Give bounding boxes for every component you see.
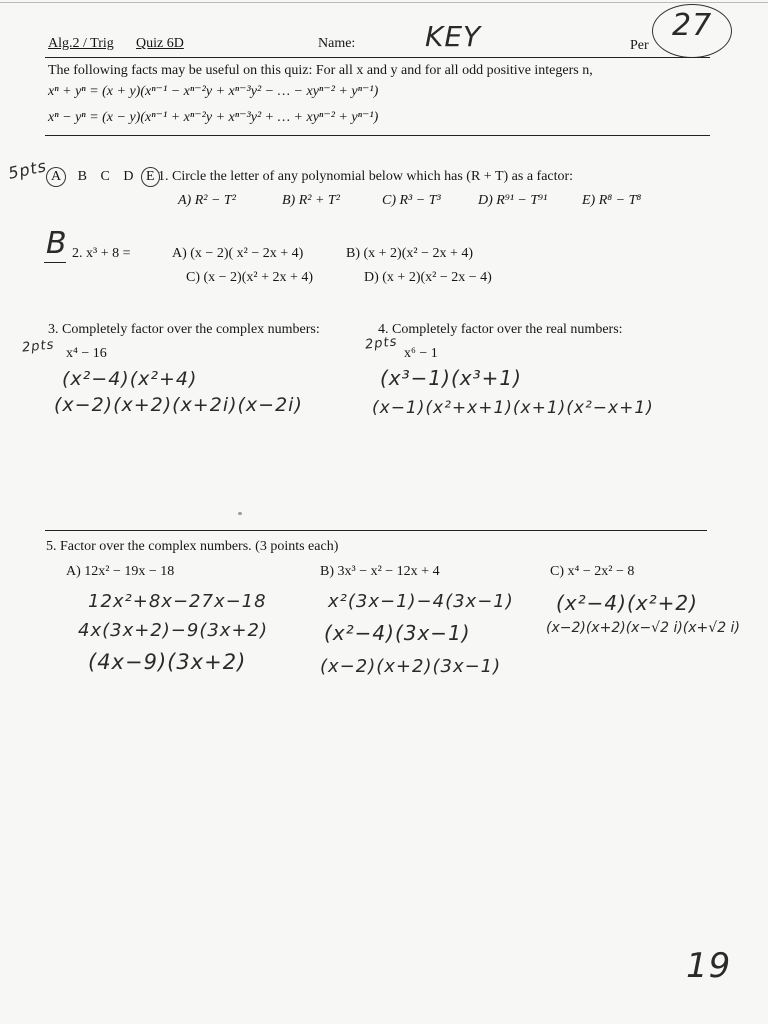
q3-question: 3. Completely factor over the complex numbers: <box>48 322 320 337</box>
q5-part-c-label: C) x⁴ − 2x² − 8 <box>550 564 635 579</box>
stray-mark <box>238 512 242 515</box>
footer-handwritten-number: 19 <box>686 946 732 986</box>
q3-work-line-2: (x−2)(x+2)(x+2i)(x−2i) <box>54 394 303 416</box>
q2-choice-d: D) (x + 2)(x² − 2x − 4) <box>364 270 492 285</box>
q2-answer-handwritten: B <box>46 226 68 261</box>
q3-points-handwritten: 2pts <box>21 337 56 356</box>
q5-part-c-work-2: (x−2)(x+2)(x−√2 i)(x+√2 i) <box>546 620 740 636</box>
facts-rule <box>45 135 710 136</box>
q4-points-handwritten: 2pts <box>364 334 399 353</box>
q3-expression: x⁴ − 16 <box>66 346 107 361</box>
facts-intro: The following facts may be useful on this quiz: For all x and y and for all odd positive integers n, <box>48 63 593 78</box>
q4-expression: x⁶ − 1 <box>404 346 438 361</box>
q1-choice-d: D) R⁹¹ − T⁹¹ <box>478 193 548 208</box>
header-rule <box>45 57 710 58</box>
q5-part-b-work-2: (x²−4)(3x−1) <box>324 621 471 645</box>
sum-formula: xⁿ + yⁿ = (x + y)(xⁿ⁻¹ − xⁿ⁻²y + xⁿ⁻³y² − … − xyⁿ⁻² + yⁿ⁻¹) <box>48 84 379 99</box>
score-handwritten: 27 <box>672 8 713 43</box>
q2-question: 2. x³ + 8 = <box>72 246 131 261</box>
difference-formula: xⁿ − yⁿ = (x − y)(xⁿ⁻¹ + xⁿ⁻²y + xⁿ⁻³y² + … + xyⁿ⁻² + yⁿ⁻¹) <box>48 110 379 125</box>
q1-choice-e: E) R⁸ − T⁸ <box>582 193 642 208</box>
q5-part-b-label: B) 3x³ − x² − 12x + 4 <box>320 564 440 579</box>
q1-choice-c: C) R³ − T³ <box>382 193 441 208</box>
q2-choice-c: C) (x − 2)(x² + 2x + 4) <box>186 270 314 285</box>
q5-part-b-work-1: x²(3x−1)−4(3x−1) <box>328 591 514 612</box>
q1-letter-b[interactable]: B <box>77 169 87 184</box>
name-label: Name: <box>318 36 356 51</box>
q4-question: 4. Completely factor over the real numbers: <box>378 322 623 337</box>
q1-letter-e-circled[interactable]: E <box>141 167 160 187</box>
q4-work-line-2: (x−1)(x²+x+1)(x+1)(x²−x+1) <box>372 398 654 418</box>
q5-part-b-work-3: (x−2)(x+2)(3x−1) <box>320 656 502 677</box>
q1-choice-a: A) R² − T² <box>178 193 236 208</box>
q2-answer-blank <box>44 262 66 263</box>
q2-choice-b: B) (x + 2)(x² − 2x + 4) <box>346 246 474 261</box>
period-label: Per <box>630 38 649 53</box>
q1-letter-row <box>46 167 160 187</box>
q4-work-line-1: (x³−1)(x³+1) <box>380 366 522 390</box>
q5-part-a-work-3: (4x−9)(3x+2) <box>88 650 247 674</box>
q3-work-line-1: (x²−4)(x²+4) <box>62 368 198 390</box>
quiz-label: Quiz 6D <box>136 36 184 51</box>
q1-letter-a-circled[interactable]: A <box>46 167 66 187</box>
q1-question: 1. Circle the letter of any polynomial below which has (R + T) as a factor: <box>158 169 574 184</box>
q5-part-a-label: A) 12x² − 19x − 18 <box>66 564 175 579</box>
top-edge <box>0 2 768 3</box>
q5-question: 5. Factor over the complex numbers. (3 points each) <box>46 539 339 554</box>
course-label: Alg.2 / Trig <box>48 36 114 51</box>
q5-rule <box>45 530 707 531</box>
q1-points-handwritten: 5pts <box>6 156 49 183</box>
q1-letter-d[interactable]: D <box>123 169 134 184</box>
q1-letter-c[interactable]: C <box>100 169 110 184</box>
name-handwritten: KEY <box>425 20 482 53</box>
q2-choice-a: A) (x − 2)( x² − 2x + 4) <box>172 246 304 261</box>
q5-part-a-work-2: 4x(3x+2)−9(3x+2) <box>78 620 269 641</box>
q1-choice-b: B) R² + T² <box>282 193 340 208</box>
q5-part-a-work-1: 12x²+8x−27x−18 <box>88 591 267 612</box>
q5-part-c-work-1: (x²−4)(x²+2) <box>556 591 698 615</box>
